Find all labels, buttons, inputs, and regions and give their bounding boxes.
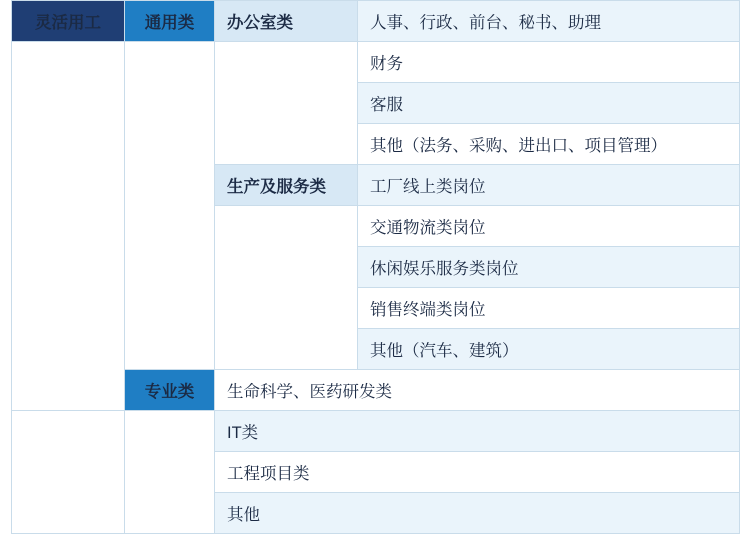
item-cell: IT类	[215, 411, 740, 452]
item-cell: 休闲娱乐服务类岗位	[358, 247, 740, 288]
item-cell: 人事、行政、前台、秘书、助理	[358, 1, 740, 42]
group-production-spacer	[215, 206, 358, 370]
table-row	[12, 411, 740, 452]
table-row	[12, 42, 740, 83]
item-cell: 工厂线上类岗位	[358, 165, 740, 206]
item-cell: 销售终端类岗位	[358, 288, 740, 329]
item-cell: 客服	[358, 83, 740, 124]
item-cell: 工程项目类	[215, 452, 740, 493]
group-production-label: 生产及服务类	[215, 165, 358, 206]
item-cell: 生命科学、医药研发类	[215, 370, 740, 411]
category-professional-label: 专业类	[125, 370, 215, 411]
group-office-spacer	[215, 42, 358, 165]
category-general-spacer	[125, 42, 215, 370]
group-office-label: 办公室类	[215, 1, 358, 42]
item-cell: 其他（汽车、建筑）	[358, 329, 740, 370]
item-cell: 其他	[215, 493, 740, 534]
item-cell: 其他（法务、采购、进出口、项目管理）	[358, 124, 740, 165]
category-matrix	[11, 0, 740, 534]
root-title-spacer-2	[12, 411, 125, 534]
item-cell: 财务	[358, 42, 740, 83]
item-cell: 交通物流类岗位	[358, 206, 740, 247]
category-professional-spacer	[125, 411, 215, 534]
root-title-cell: 灵活用工	[12, 1, 125, 42]
category-general-label: 通用类	[125, 1, 215, 42]
table-row	[12, 1, 740, 42]
root-title-spacer	[12, 42, 125, 411]
